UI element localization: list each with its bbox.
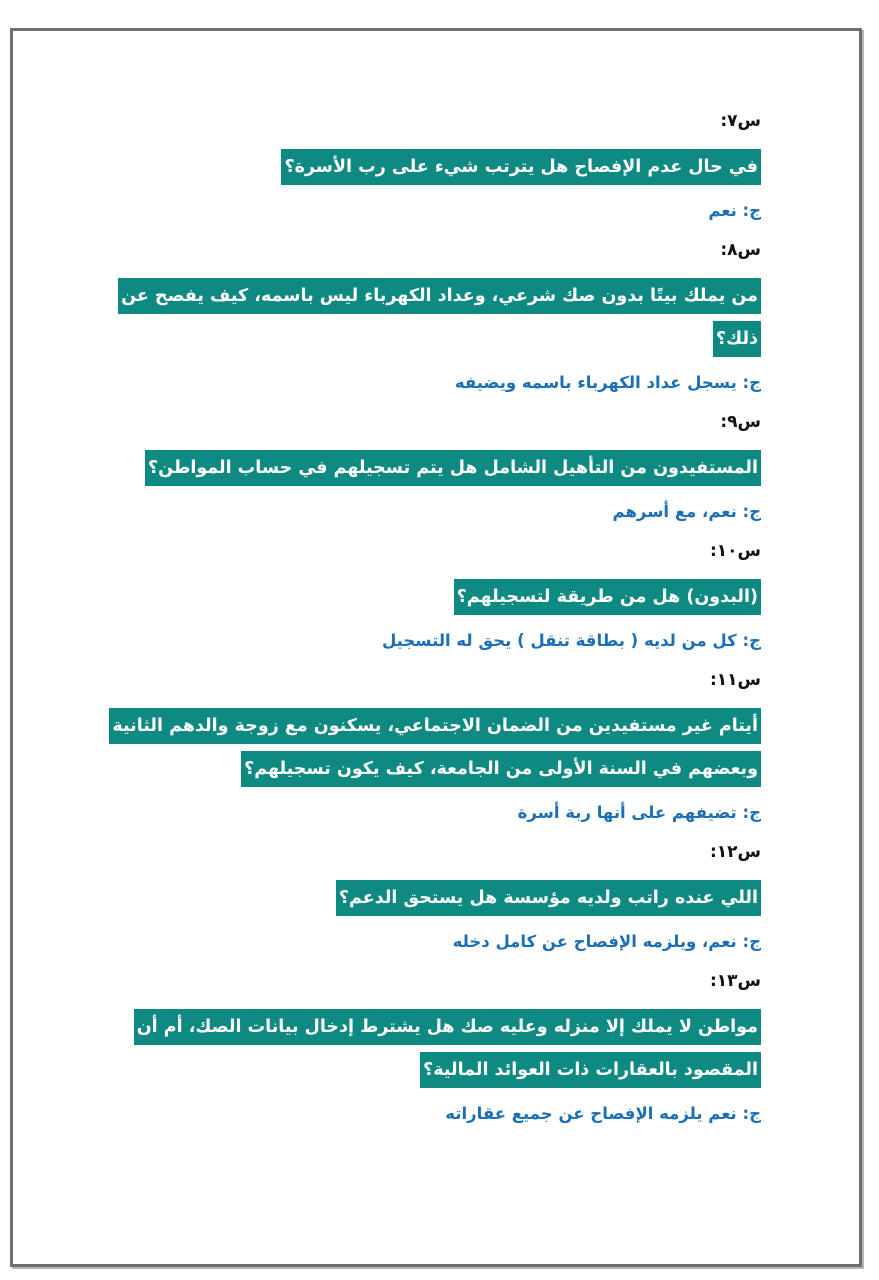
question-label: س١٠: <box>709 541 761 561</box>
qa-item-11 <box>111 667 761 831</box>
question-text: اللي عنده راتب ولديه مؤسسة هل يستحق الدعم؟ <box>111 877 761 920</box>
qa-item-12 <box>111 839 761 960</box>
qa-item-9 <box>111 409 761 530</box>
answer-text: ج: نعم، مع أسرهم <box>612 502 761 521</box>
question-text: في حال عدم الإفصاح هل يترتب شيء على رب الأسرة؟ <box>111 146 761 189</box>
qa-item-13 <box>111 968 761 1132</box>
qa-item-8 <box>111 237 761 401</box>
qa-item-10 <box>111 538 761 659</box>
question-text: أيتام غير مستفيدين من الضمان الاجتماعي، يسكنون مع زوجة والدهم الثانية وبعضهم في السنة الأولى من الجامعة، كيف يكون تسجيلهم؟ <box>111 705 761 791</box>
question-label: س١٣: <box>709 971 761 991</box>
question-label: س٧: <box>720 111 761 131</box>
question-label: س١١: <box>709 670 761 690</box>
answer-text: ج: يسجل عداد الكهرباء باسمه ويضيفه <box>454 373 761 392</box>
answer-text: ج: نعم يلزمه الإفصاح عن جميع عقاراته <box>445 1104 761 1123</box>
answer-text: ج: تضيفهم على أنها ربة أسرة <box>517 803 761 822</box>
answer-text: ج: نعم <box>708 201 761 220</box>
question-text: مواطن لا يملك إلا منزله وعليه صك هل يشترط إدخال بيانات الصك، أم أن المقصود بالعقارات ذات العوائد المالية؟ <box>111 1006 761 1092</box>
qa-list <box>111 108 761 1140</box>
question-text: المستفيدون من التأهيل الشامل هل يتم تسجيلهم في حساب المواطن؟ <box>111 447 761 490</box>
qa-item-7 <box>111 108 761 229</box>
question-label: س٨: <box>720 240 761 260</box>
question-text: (البدون) هل من طريقة لتسجيلهم؟ <box>111 576 761 619</box>
answer-text: ج: نعم، ويلزمه الإفصاح عن كامل دخله <box>452 932 761 951</box>
question-label: س١٢: <box>709 842 761 862</box>
question-label: س٩: <box>720 412 761 432</box>
question-text: من يملك بيتًا بدون صك شرعي، وعداد الكهرباء ليس باسمه، كيف يفصح عن ذلك؟ <box>111 275 761 361</box>
answer-text: ج: كل من لديه ( بطاقة تنقل ) يحق له التسجيل <box>381 631 761 650</box>
